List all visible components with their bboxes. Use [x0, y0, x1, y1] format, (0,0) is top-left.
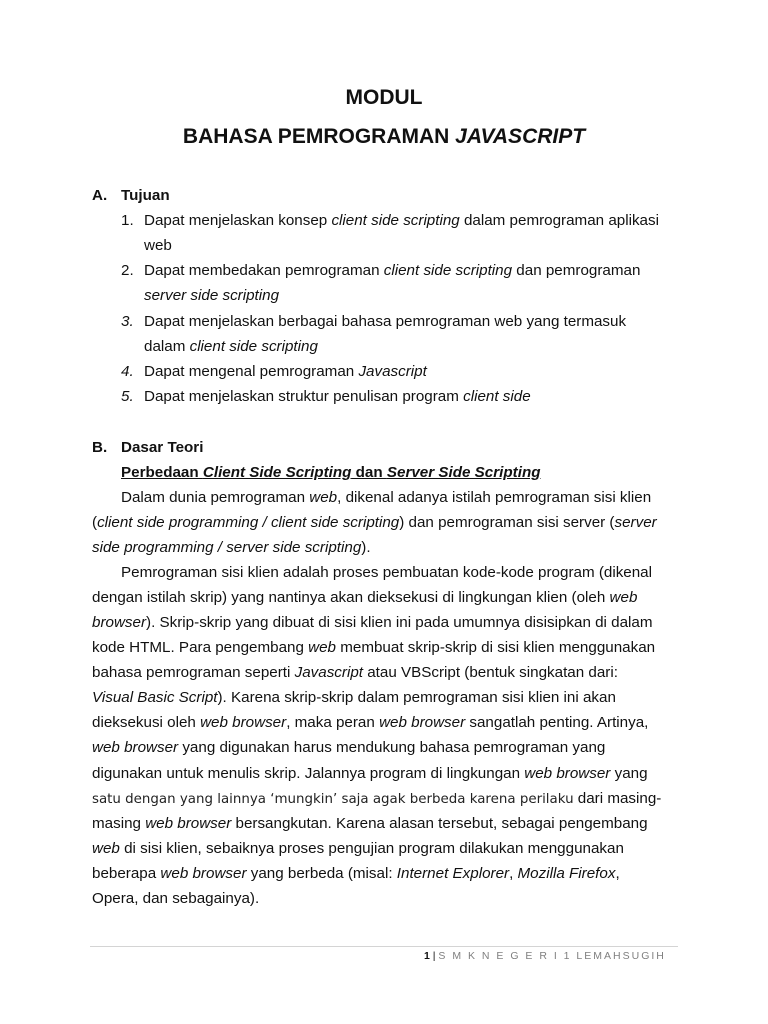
paragraph-line: beberapa web browser yang berbeda (misal: Internet Explorer, Mozilla Firefox,	[92, 865, 620, 882]
paragraph-line: Pemrograman sisi klien adalah proses pembuatan kode-kode program (dikenal	[121, 564, 653, 581]
list-item-number: 1.	[121, 212, 134, 229]
list-item: Dapat menjelaskan struktur penulisan program client side	[144, 388, 531, 405]
document-subtitle	[0, 125, 768, 149]
footer-divider	[90, 946, 678, 947]
paragraph-line: dieksekusi oleh web browser, maka peran web browser sangatlah penting. Artinya,	[92, 714, 649, 731]
list-item: Dapat mengenal pemrograman Javascript	[144, 363, 427, 380]
paragraph-line: web di sisi klien, sebaiknya proses pengujian program dilakukan menggunakan	[92, 840, 624, 857]
list-item-number: 5.	[121, 388, 134, 405]
page-number: 1	[424, 950, 430, 962]
paragraph-line: (client side programming / client side scripting) dan pemrograman sisi server (server	[92, 514, 657, 531]
footer-separator: |	[429, 950, 439, 962]
paragraph-line: masing web browser bersangkutan. Karena alasan tersebut, sebagai pengembang	[92, 815, 648, 832]
paragraph-line: satu dengan yang lainnya ‘mungkin’ saja agak berbeda karena perilaku dari masing-	[92, 790, 662, 807]
list-item-continuation: server side scripting	[144, 287, 280, 304]
section-subheading: Perbedaan Client Side Scripting dan Server Side Scripting	[121, 464, 541, 481]
paragraph-line: kode HTML. Para pengembang web membuat skrip-skrip di sisi klien menggunakan	[92, 639, 656, 656]
paragraph-line: side programming / server side scripting).	[92, 539, 371, 556]
paragraph-line: Dalam dunia pemrograman web, dikenal adanya istilah pemrograman sisi klien	[121, 489, 652, 506]
list-item: Dapat membedakan pemrograman client side scripting dan pemrograman	[144, 262, 641, 279]
footer-school: S M K N E G E R I 1 LEMAHSUGIH	[438, 950, 666, 962]
list-item: Dapat menjelaskan berbagai bahasa pemrograman web yang termasuk	[144, 313, 627, 330]
paragraph-line: digunakan untuk menulis skrip. Jalannya program di lingkungan web browser yang	[92, 765, 648, 782]
list-item-number: 2.	[121, 262, 134, 279]
paragraph-line: browser). Skrip-skrip yang dibuat di sisi klien ini pada umumnya disisipkan di dalam	[92, 614, 653, 631]
paragraph-line: dengan istilah skrip) yang nantinya akan dieksekusi di lingkungan klien (oleh web	[92, 589, 638, 606]
section-b-letter: B.	[92, 439, 108, 456]
section-b-heading: Dasar Teori	[121, 439, 204, 456]
paragraph-line: Visual Basic Script). Karena skrip-skrip dalam pemrograman sisi klien ini akan	[92, 689, 616, 706]
document-title: MODUL	[345, 86, 423, 109]
list-item-continuation: web	[144, 237, 172, 254]
subtitle-normal: BAHASA PEMROGRAMAN	[182, 125, 456, 148]
subtitle-italic: JAVASCRIPT	[455, 125, 586, 148]
section-a-letter: A.	[92, 187, 108, 204]
section-a-heading: Tujuan	[121, 187, 170, 204]
page-footer	[424, 950, 666, 962]
paragraph-line: bahasa pemrograman seperti Javascript atau VBScript (bentuk singkatan dari:	[92, 664, 618, 681]
list-item-continuation: dalam client side scripting	[144, 338, 318, 355]
paragraph-line: web browser yang digunakan harus mendukung bahasa pemrograman yang	[92, 739, 606, 756]
list-item-number: 4.	[121, 363, 134, 380]
list-item-number: 3.	[121, 313, 134, 330]
paragraph-line: Opera, dan sebagainya).	[92, 890, 260, 907]
list-item: Dapat menjelaskan konsep client side scripting dalam pemrograman aplikasi	[144, 212, 659, 229]
